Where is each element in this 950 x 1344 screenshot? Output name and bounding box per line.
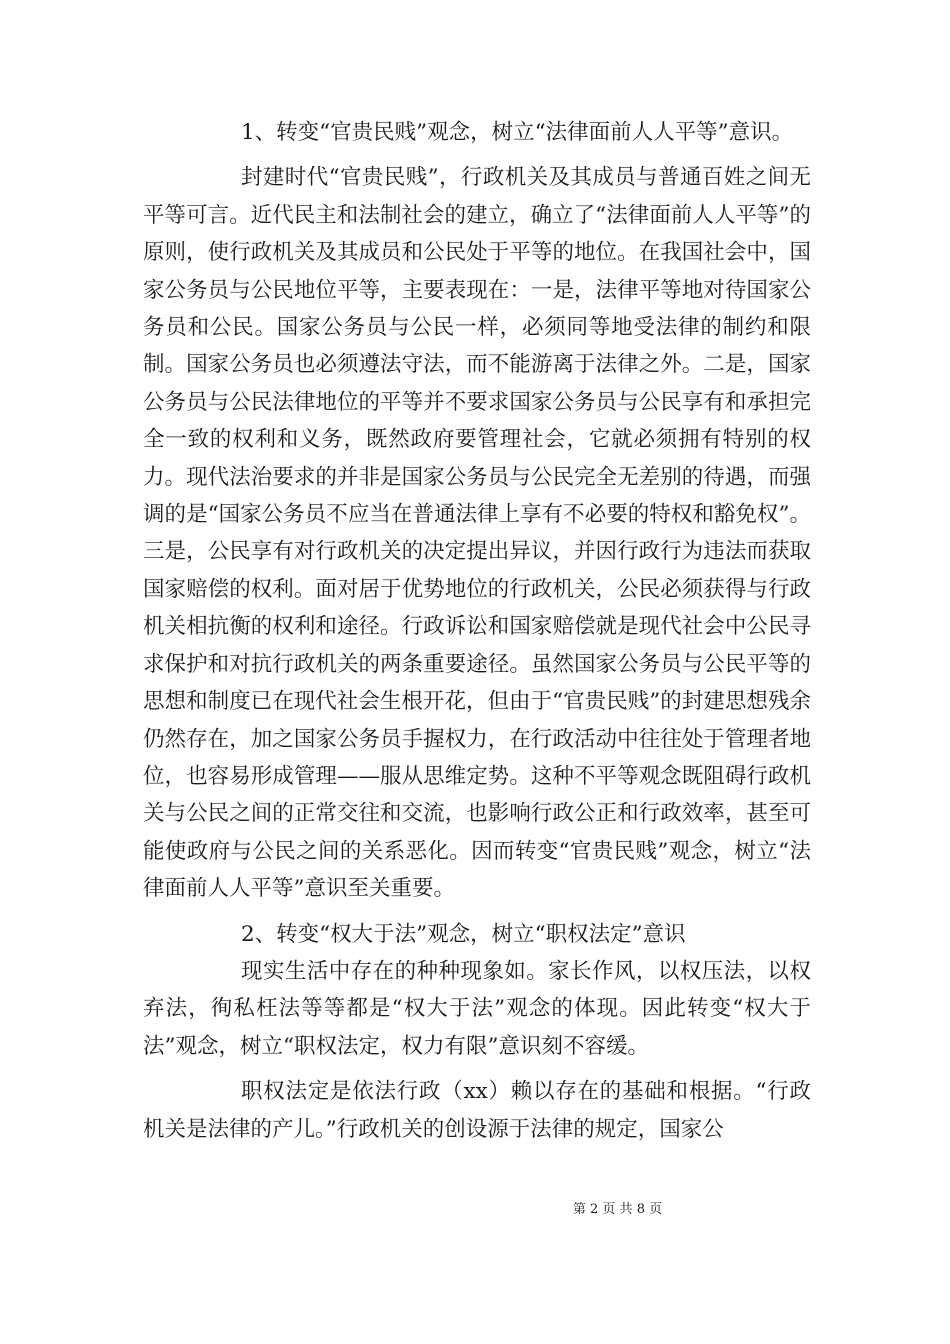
paragraph-body-2: 现实生活中存在的种种现象如。家长作风，以权压法，以权弃法，徇私枉法等等都是“权大于法”观念的体现。因此转变“权大于法”观念，树立“职权法定，权力有限”意识刻不容缓。 (143, 958, 811, 1059)
paragraph-body-3: 职权法定是依法行政（xx）赖以存在的基础和根据。“行政机关是法律的产儿。”行政机关的创设源于法律的规定，国家公 (143, 1079, 811, 1142)
paragraph-body-1: 封建时代“官贵民贱”，行政机关及其成员与普通百姓之间无平等可言。近代民主和法制社会的建立，确立了“法律面前人人平等”的原则，使行政机关及其成员和公民处于平等的地位。在我国社会中，国家公务员与公民地位平等，主要表现在：一是，法律平等地对待国家公务员和公民。国家公务员与公民一样，必须同等地受法律的制约和限制。国家公务员也必须遵法守法，而不能游离于法律之外。二是，国家公务员与公民法律地位的平等并不要求国家公务员与公民享有和承担完全一致的权利和义务，既然政府要管理社会，它就必须拥有特别的权力。现代法治要求的并非是国家公务员与公民完全无差别的待遇，而强调的是“国家公务员不应当在普通法律上享有不必要的特权和豁免权”。三是，公民享有对行政机关的决定提出异议，并因行政行为违法而获取国家赔偿的权利。面对居于优势地位的行政机关，公民必须获得与行政机关相抗衡的权利和途径。行政诉讼和国家赔偿就是现代社会中公民寻求保护和对抗行政机关的两条重要途径。虽然国家公务员与公民平等的思想和制度已在现代社会生根开花，但由于“官贵民贱”的封建思想残余仍然存在，加之国家公务员手握权力，在行政活动中往往处于管理者地位，也容易形成管理——服从思维定势。这种不平等观念既阻碍行政机关与公民之间的正常交往和交流，也影响行政公正和行政效率，甚至可能使政府与公民之间的关系恶化。因而转变“官贵民贱”观念，树立“法律面前人人平等”意识至关重要。 (143, 165, 811, 902)
paragraph-heading-2: 2、转变“权大于法”观念，树立“职权法定”意识 (241, 921, 686, 947)
page-number: 第 2 页 共 8 页 (572, 1202, 663, 1217)
document-body (143, 114, 811, 1148)
page-footer (0, 1202, 950, 1218)
paragraph-heading-1: 1、转变“官贵民贱”观念，树立“法律面前人人平等”意识。 (241, 120, 794, 145)
